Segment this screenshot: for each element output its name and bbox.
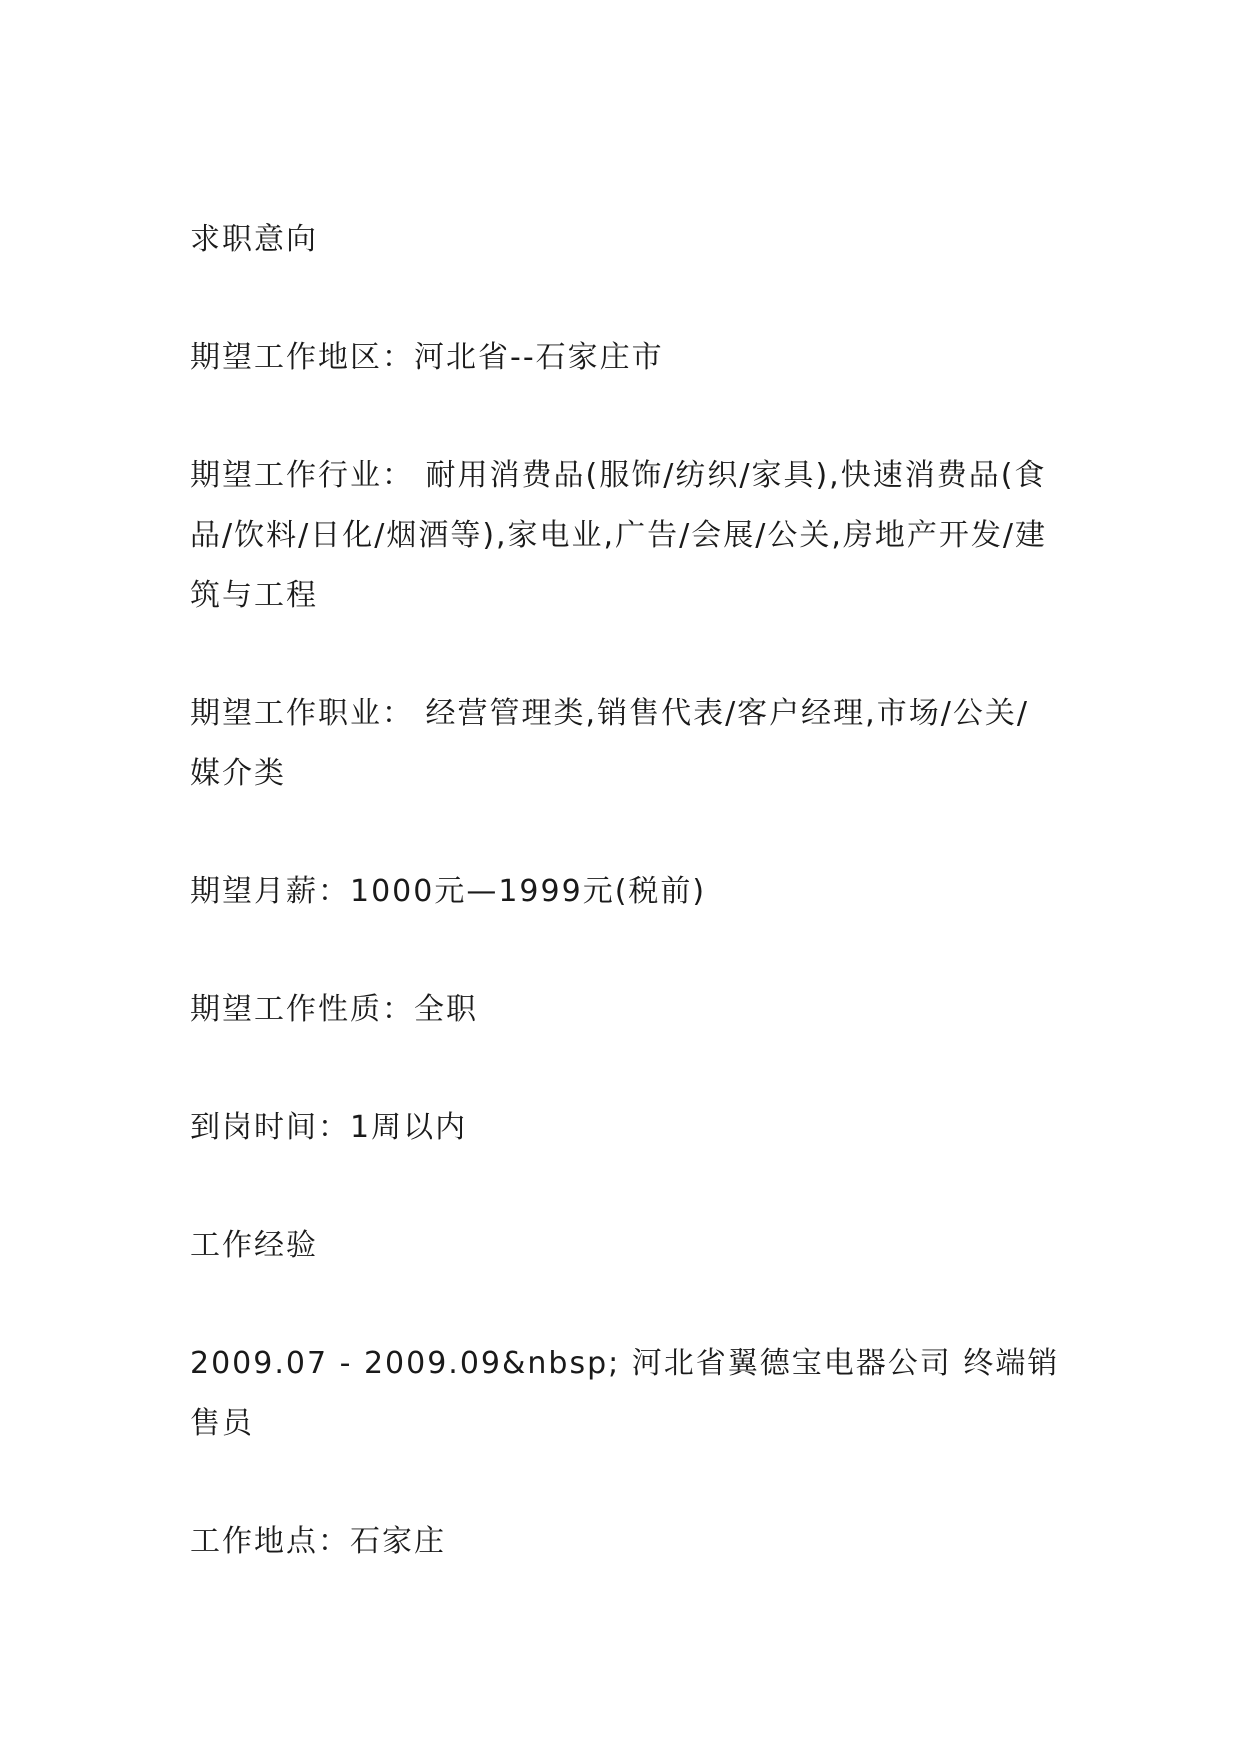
section-heading-work-experience: 工作经验	[190, 1228, 318, 1263]
expected-salary: 期望月薪：1000元—1999元(税前)	[190, 874, 707, 909]
section-heading-job-intention: 求职意向	[190, 222, 318, 257]
availability-time: 到岗时间：1周以内	[190, 1110, 468, 1145]
expected-industry: 期望工作行业： 耐用消费品(服饰/纺织/家具),快速消费品(食品/饮料/日化/烟酒等),家电业,广告/会展/公关,房地产开发/建筑与工程	[190, 458, 1047, 613]
experience-entry: 2009.07 - 2009.09&nbsp; 河北省翼德宝电器公司 终端销售员	[190, 1346, 1060, 1441]
expected-job-type: 期望工作性质：全职	[190, 992, 478, 1027]
expected-occupation: 期望工作职业： 经营管理类,销售代表/客户经理,市场/公关/媒介类	[190, 696, 1029, 791]
work-location: 工作地点：石家庄	[190, 1524, 446, 1559]
expected-work-location: 期望工作地区：河北省--石家庄市	[190, 340, 664, 375]
document-body	[190, 210, 1060, 1630]
